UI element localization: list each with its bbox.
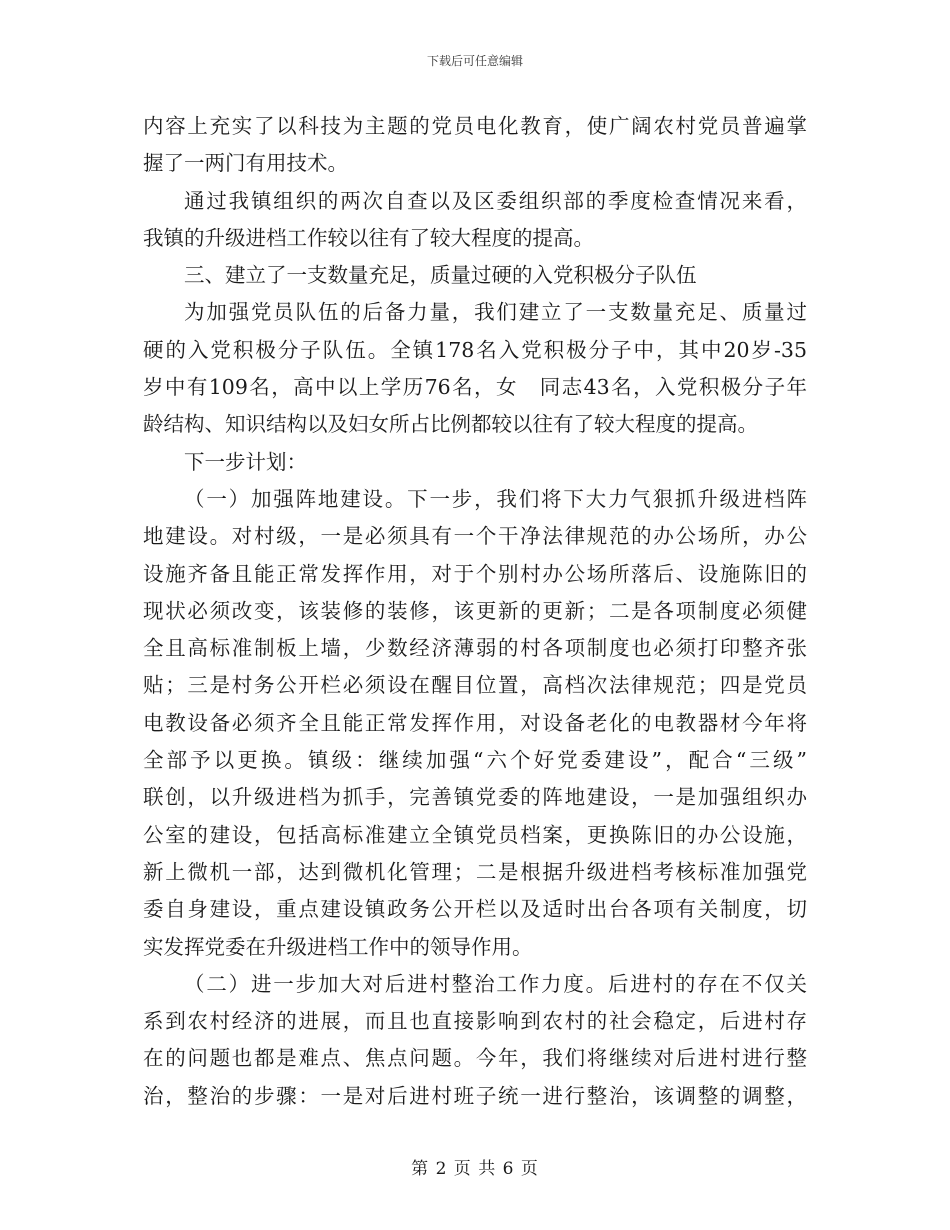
document-body — [143, 108, 807, 1115]
text-line: 贴；三是村务公开栏必须设在醒目位置，高档次法律规范；四是党员 — [143, 673, 807, 698]
text-line: 新上微机一部，达到微机化管理；二是根据升级进档考核标准加强党 — [143, 859, 807, 884]
text-line: 岁中有109名，高中以上学历76名，女 同志43名，入党积极分子年 — [143, 375, 807, 400]
text-line: 硬的入党积极分子队伍。全镇178名入党积极分子中，其中20岁-35 — [143, 337, 807, 362]
text-line: 握了一两门有用技术。 — [143, 151, 348, 176]
page-header: 下载后可任意编辑 — [426, 54, 523, 68]
text-line: 设施齐备且能正常发挥作用，对于个别村办公场所落后、设施陈旧的 — [143, 561, 807, 586]
text-line: 全部予以更换。镇级：继续加强“六个好党委建设”，配合“三级” — [143, 748, 807, 773]
text-line: （二）进一步加大对后进村整治工作力度。后进村的存在不仅关 — [184, 971, 807, 996]
text-line: 三、建立了一支数量充足，质量过硬的入党积极分子队伍 — [184, 263, 697, 288]
text-line: 下一步计划： — [184, 449, 307, 474]
text-line: 地建设。对村级，一是必须具有一个干净法律规范的办公场所，办公 — [143, 524, 807, 549]
text-line: 全且高标准制板上墙，少数经济薄弱的村各项制度也必须打印整齐张 — [143, 636, 807, 661]
text-line: 龄结构、知识结构以及妇女所占比例都较以往有了较大程度的提高。 — [143, 412, 758, 437]
text-line: 治，整治的步骤：一是对后进村班子统一进行整治，该调整的调整， — [143, 1083, 807, 1108]
text-line: 为加强党员队伍的后备力量，我们建立了一支数量充足、质量过 — [184, 300, 807, 325]
text-line: 委自身建设，重点建设镇政务公开栏以及适时出台各项有关制度，切 — [143, 897, 807, 922]
text-line: 实发挥党委在升级进档工作中的领导作用。 — [143, 934, 533, 959]
text-line: 联创，以升级进档为抓手，完善镇党委的阵地建设，一是加强组织办 — [143, 785, 807, 810]
text-line: 我镇的升级进档工作较以往有了较大程度的提高。 — [143, 225, 594, 250]
text-line: 公室的建设，包括高标准建立全镇党员档案，更换陈旧的办公设施， — [143, 822, 807, 847]
text-line: 电教设备必须齐全且能正常发挥作用，对设备老化的电教器材今年将 — [143, 710, 807, 735]
text-line: （一）加强阵地建设。下一步，我们将下大力气狠抓升级进档阵 — [184, 486, 807, 511]
text-line: 通过我镇组织的两次自查以及区委组织部的季度检查情况来看， — [184, 188, 807, 213]
text-line: 现状必须改变，该装修的装修，该更新的更新；二是各项制度必须健 — [143, 598, 807, 623]
text-line: 系到农村经济的进展，而且也直接影响到农村的社会稳定，后进村存 — [143, 1009, 807, 1034]
text-line: 内容上充实了以科技为主题的党员电化教育，使广阔农村党员普遍掌 — [143, 114, 807, 138]
text-line: 在的问题也都是难点、焦点问题。今年，我们将继续对后进村进行整 — [143, 1046, 807, 1071]
page-footer: 第 2 页 共 6 页 — [411, 1159, 539, 1179]
